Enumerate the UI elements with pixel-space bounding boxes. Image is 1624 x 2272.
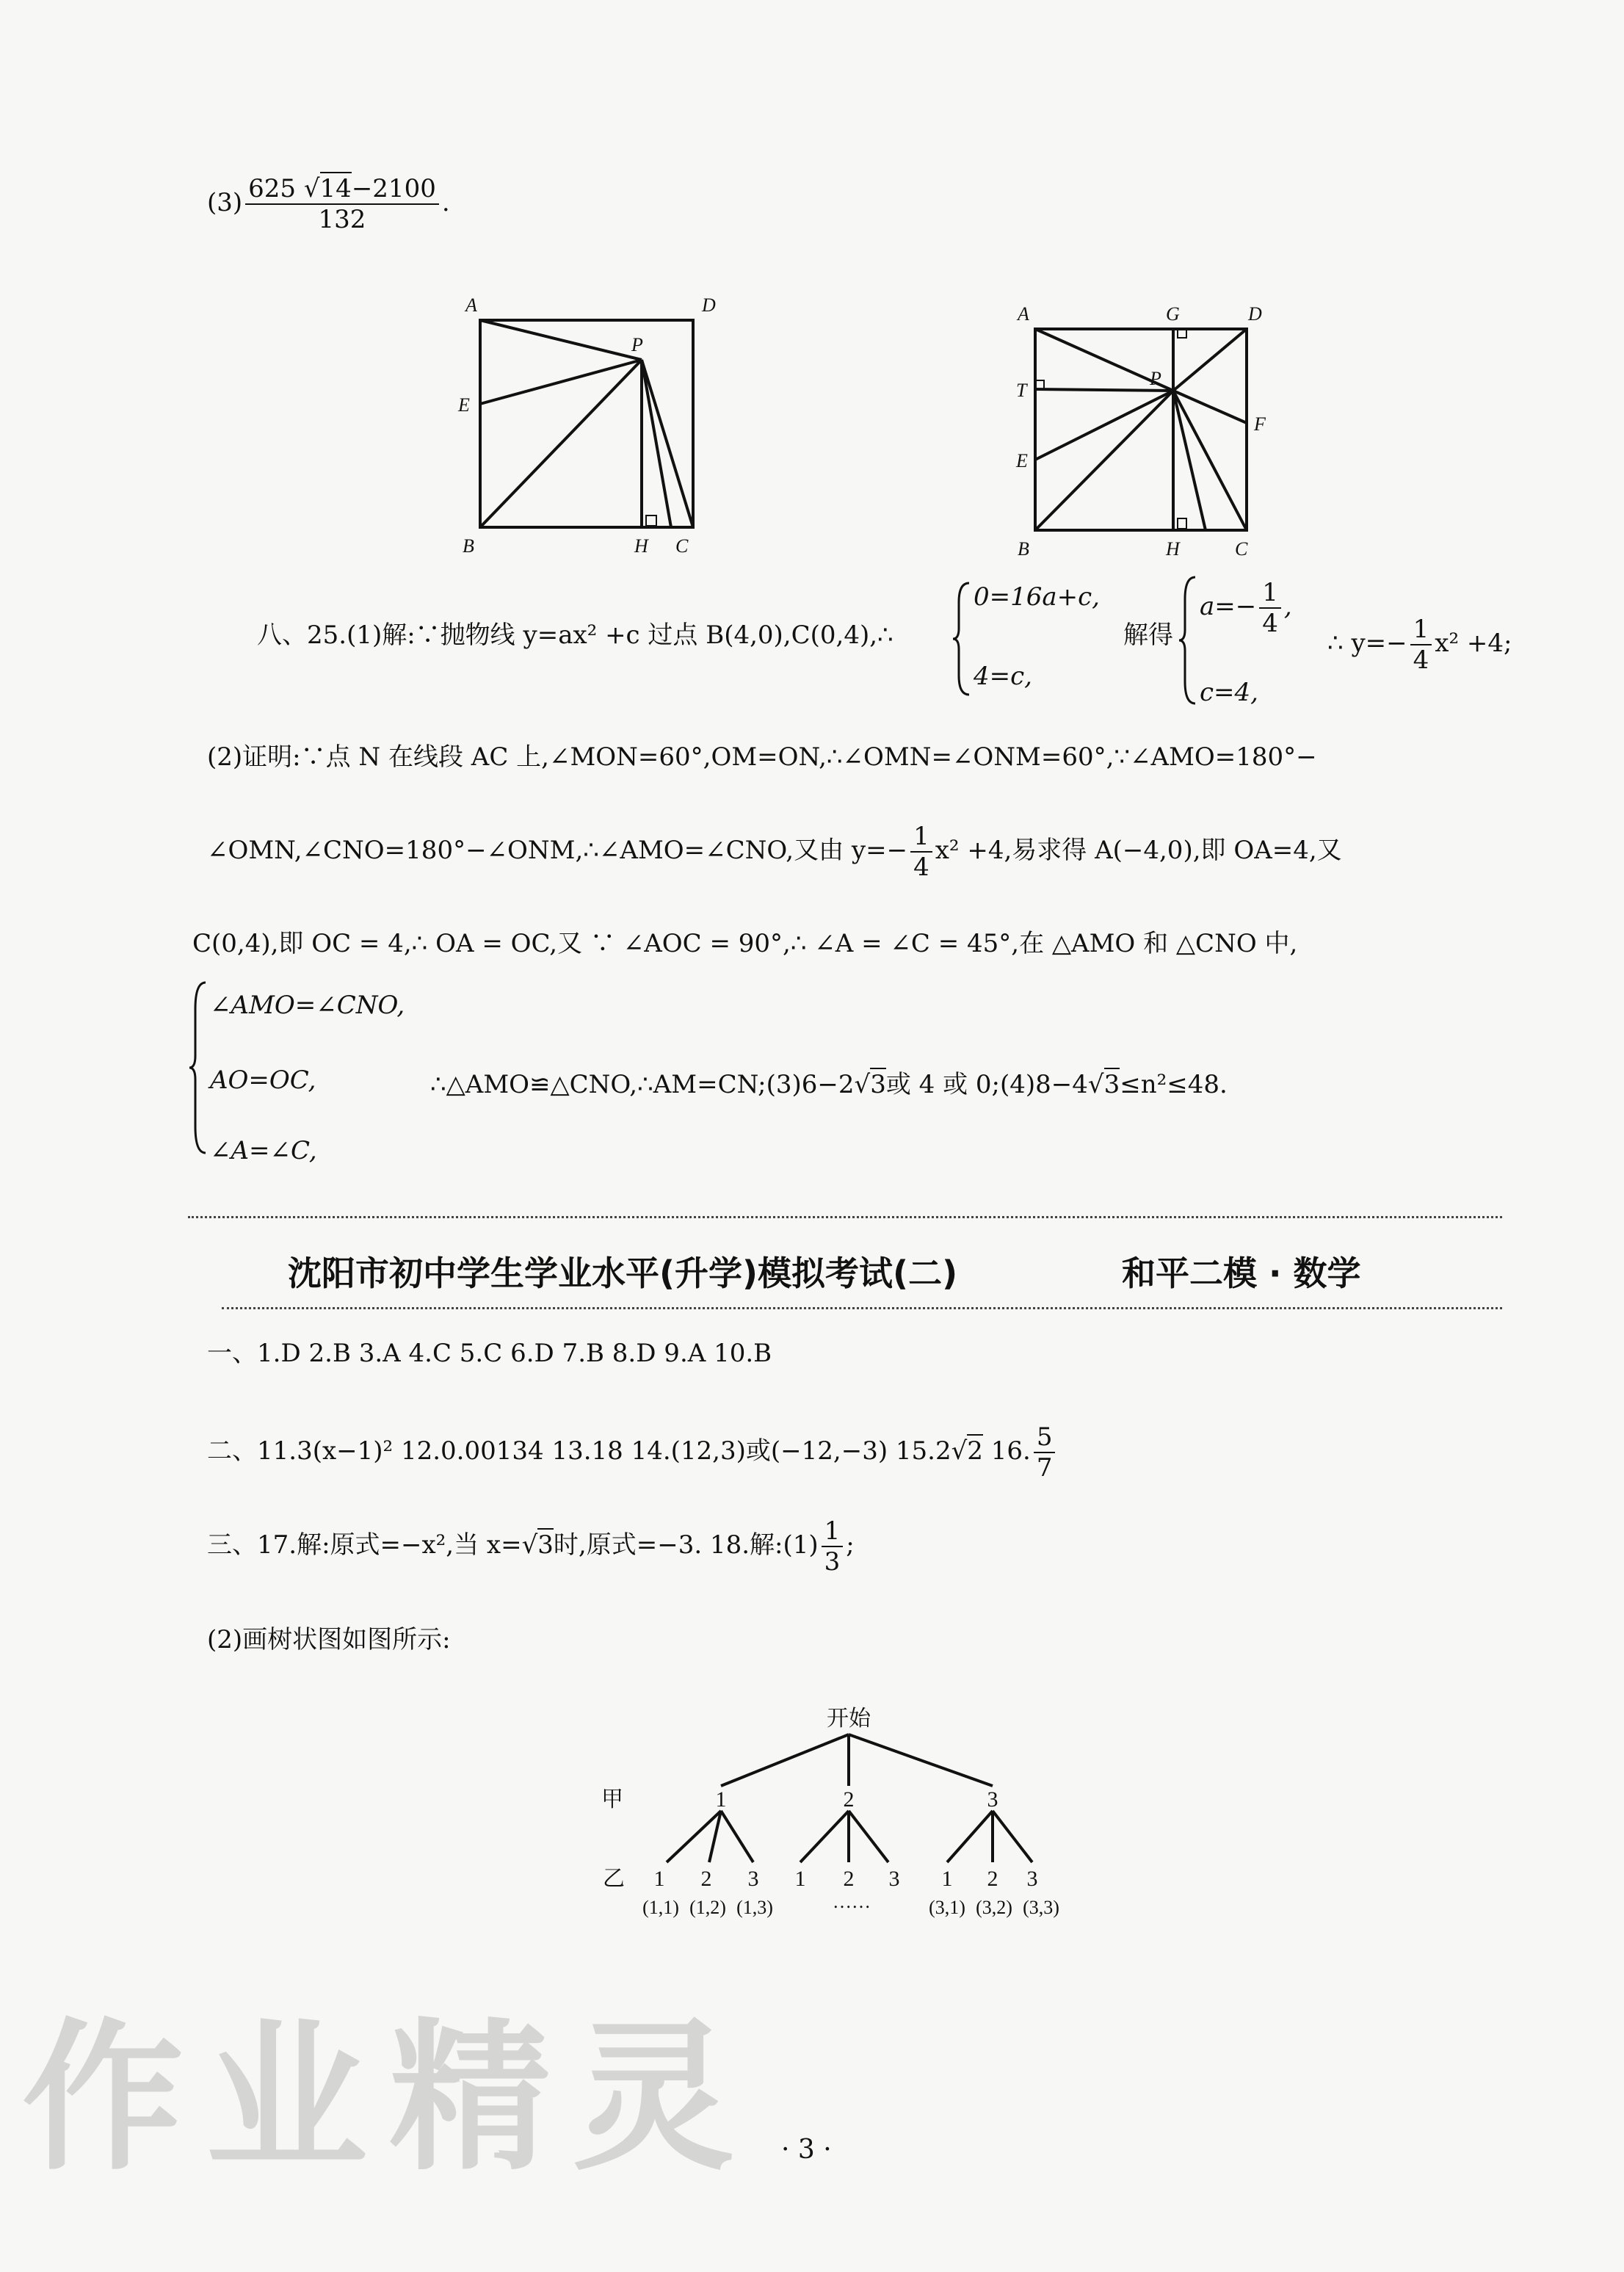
tree-l2-1: 1 <box>653 1867 665 1891</box>
section-subtitle: 和平二模 · 数学 <box>1122 1253 1361 1293</box>
q24-3-label: (3) <box>207 188 243 217</box>
fig1-label-p: P <box>631 334 643 355</box>
tree-l2-9: 3 <box>1026 1867 1038 1891</box>
line2-a: ∠OMN,∠CNO=180°−∠ONM,∴∠AMO=∠CNO,又由 y=− <box>207 836 908 865</box>
fig2-label-p: P <box>1150 368 1161 389</box>
q17-b: 时,原式=−3. 18.解:(1) <box>553 1530 819 1560</box>
outcome-ellipsis: …… <box>833 1891 871 1912</box>
solution-a-prefix: a=− <box>1200 592 1257 621</box>
watermark: 作业精灵 <box>22 2004 757 2192</box>
conclusion-sqrt2: 3 <box>1104 1068 1120 1099</box>
conclusion-a: ∴△AMO≌△CNO,∴AM=CN;(3)6−2 <box>430 1070 855 1099</box>
tree-l2-2: 2 <box>700 1867 712 1891</box>
tree-l2-7: 1 <box>941 1867 953 1891</box>
tree-l2-5: 2 <box>843 1867 855 1891</box>
tree-l2-3: 3 <box>747 1867 759 1891</box>
fig1-label-b: B <box>463 535 474 557</box>
fig1-label-d: D <box>702 294 716 316</box>
q18-fraction <box>822 1516 844 1577</box>
fig1-label-e: E <box>458 394 470 416</box>
outcome-1-1: (1,1) <box>642 1897 679 1918</box>
conclusion-b: 或 4 或 0;(4)8−4 <box>885 1070 1088 1099</box>
line2-num: 1 <box>910 824 932 853</box>
q24-3-num-sqrt: 14 <box>320 172 352 203</box>
solution-brace <box>1178 574 1200 706</box>
result-num: 1 <box>1410 617 1432 645</box>
fig2-label-d: D <box>1248 303 1262 325</box>
fill-sqrt: 2 <box>967 1434 983 1466</box>
conclusion-c: ≤n²≤48. <box>1120 1070 1228 1099</box>
line2-den: 4 <box>913 853 929 882</box>
divider-top <box>188 1216 1502 1218</box>
system2-eq3: ∠A=∠C, <box>210 1136 317 1165</box>
section-title: 沈阳市初中学生学业水平(升学)模拟考试(二) <box>288 1253 958 1293</box>
fig1-label-h: H <box>634 535 648 557</box>
fig2-label-g: G <box>1166 303 1180 325</box>
q24-3-end: . <box>441 188 450 217</box>
outcome-3-1: (3,1) <box>929 1897 965 1918</box>
q24-3-fraction: $\frac{625 √14-2100}{132}$ <box>245 176 439 232</box>
system2-eq1: ∠AMO=∠CNO, <box>210 991 405 1020</box>
q25-part1-text: 八、25.(1)解:∵抛物线 y=ax² +c 过点 B(4,0),C(0,4),∴ <box>257 621 893 650</box>
result-prefix: ∴ y=− <box>1327 629 1407 658</box>
q25-part2-line1: (2)证明:∵点 N 在线段 AC 上,∠MON=60°,OM=ON,∴∠OMN=∠ONM=60°,∵∠AMO=180°− <box>207 742 1317 772</box>
tree-l1-2: 2 <box>843 1787 855 1812</box>
fig2-label-a: A <box>1018 303 1029 325</box>
system1-eq1: 0=16a+c, <box>974 582 1100 612</box>
fig2-label-e: E <box>1016 450 1028 471</box>
q25-conclusion: ∴△AMO≌△CNO,∴AM=CN;(3)6−2√3或 4 或 0;(4)8−4√3≤n²≤48. <box>430 1072 1228 1097</box>
q25-part2-line2 <box>207 824 1342 880</box>
fill-b: 16. <box>982 1436 1031 1466</box>
system1-brace <box>951 580 974 698</box>
square-figure-2 <box>998 294 1307 565</box>
result-fraction <box>1410 617 1432 673</box>
tree-row1-label: 甲 <box>601 1787 623 1812</box>
fill-a: 二、11.3(x−1)² 12.0.00134 13.18 14.(12,3)或(−12,−3) 15.2 <box>207 1436 951 1466</box>
fill-num: 5 <box>1034 1425 1056 1453</box>
outcome-1-2: (1,2) <box>689 1897 726 1918</box>
solution-a-suffix: , <box>1283 592 1292 621</box>
multiple-choice-answers: 一、1.D 2.B 3.A 4.C 5.C 6.D 7.B 8.D 9.A 10.B <box>207 1339 772 1368</box>
result-den: 4 <box>1413 645 1429 675</box>
q18-part2: (2)画树状图如图所示: <box>207 1625 451 1654</box>
system2-brace <box>188 980 210 1156</box>
fig2-label-f: F <box>1254 413 1266 435</box>
solution-a-den: 4 <box>1262 609 1278 638</box>
solution-a-num: 1 <box>1259 580 1281 609</box>
tree-row2-label: 乙 <box>603 1867 625 1891</box>
tree-l2-6: 3 <box>888 1867 900 1891</box>
line2-fraction <box>910 824 932 880</box>
outcome-3-3: (3,3) <box>1023 1897 1059 1918</box>
q24-3-num-a: 625 <box>248 174 304 203</box>
tree-l1-3: 3 <box>987 1787 998 1812</box>
tree-root: 开始 <box>827 1707 871 1731</box>
q17-q18-answers: 三、17.解:原式=−x²,当 x=√3时,原式=−3. 18.解:(1) $\frac{1}{3}$ ; <box>207 1516 855 1577</box>
q24-3-num-b: −2100 <box>351 174 436 203</box>
solution-a-fraction <box>1259 580 1281 636</box>
solution-a <box>1200 580 1292 636</box>
q24-3-answer <box>207 176 450 232</box>
outcome-1-3: (1,3) <box>736 1897 773 1918</box>
fig2-label-b: B <box>1018 538 1029 560</box>
q18-den: 3 <box>824 1547 841 1577</box>
q17-a: 三、17.解:原式=−x²,当 x= <box>207 1530 522 1560</box>
fill-blank-answers: 二、11.3(x−1)² 12.0.00134 13.18 14.(12,3)或(−12,−3) 15.2√2 16. $\frac{5}{7}$ <box>207 1425 1058 1480</box>
fig1-label-a: A <box>465 294 477 316</box>
fig2-label-h: H <box>1166 538 1180 560</box>
fig2-label-c: C <box>1235 538 1248 560</box>
line2-b: x² +4,易求得 A(−4,0),即 OA=4,又 <box>935 836 1342 865</box>
square-figure-1 <box>455 294 764 565</box>
conclusion-sqrt: 3 <box>870 1068 886 1099</box>
q25-part2-line3: C(0,4),即 OC = 4,∴ OA = OC,又 ∵ ∠AOC = 90°,∴ ∠A = ∠C = 45°,在 △AMO 和 △CNO 中, <box>192 929 1298 958</box>
tree-l2-4: 1 <box>794 1867 806 1891</box>
q17-sqrt: 3 <box>537 1528 554 1560</box>
fig2-label-t: T <box>1016 380 1027 401</box>
solution-c: c=4, <box>1200 678 1258 707</box>
fig1-label-c: C <box>675 535 689 557</box>
tree-diagram <box>580 1696 1138 1924</box>
q18-end: ; <box>846 1530 855 1560</box>
tree-l1-1: 1 <box>715 1787 727 1812</box>
q18-num: 1 <box>822 1519 844 1547</box>
fill-den: 7 <box>1036 1453 1053 1483</box>
parabola-result <box>1327 617 1512 673</box>
divider-bottom <box>222 1307 1502 1309</box>
system1-eq2: 4=c, <box>974 662 1032 691</box>
page-number: · 3 · <box>781 2135 832 2165</box>
fill-fraction <box>1034 1422 1056 1483</box>
result-suffix: x² +4; <box>1435 629 1512 658</box>
outcome-3-2: (3,2) <box>976 1897 1012 1918</box>
tree-l2-8: 2 <box>987 1867 998 1891</box>
q24-3-den: 132 <box>318 205 366 234</box>
solve-word: 解得 <box>1123 621 1173 650</box>
system2-eq2: AO=OC, <box>210 1066 316 1095</box>
